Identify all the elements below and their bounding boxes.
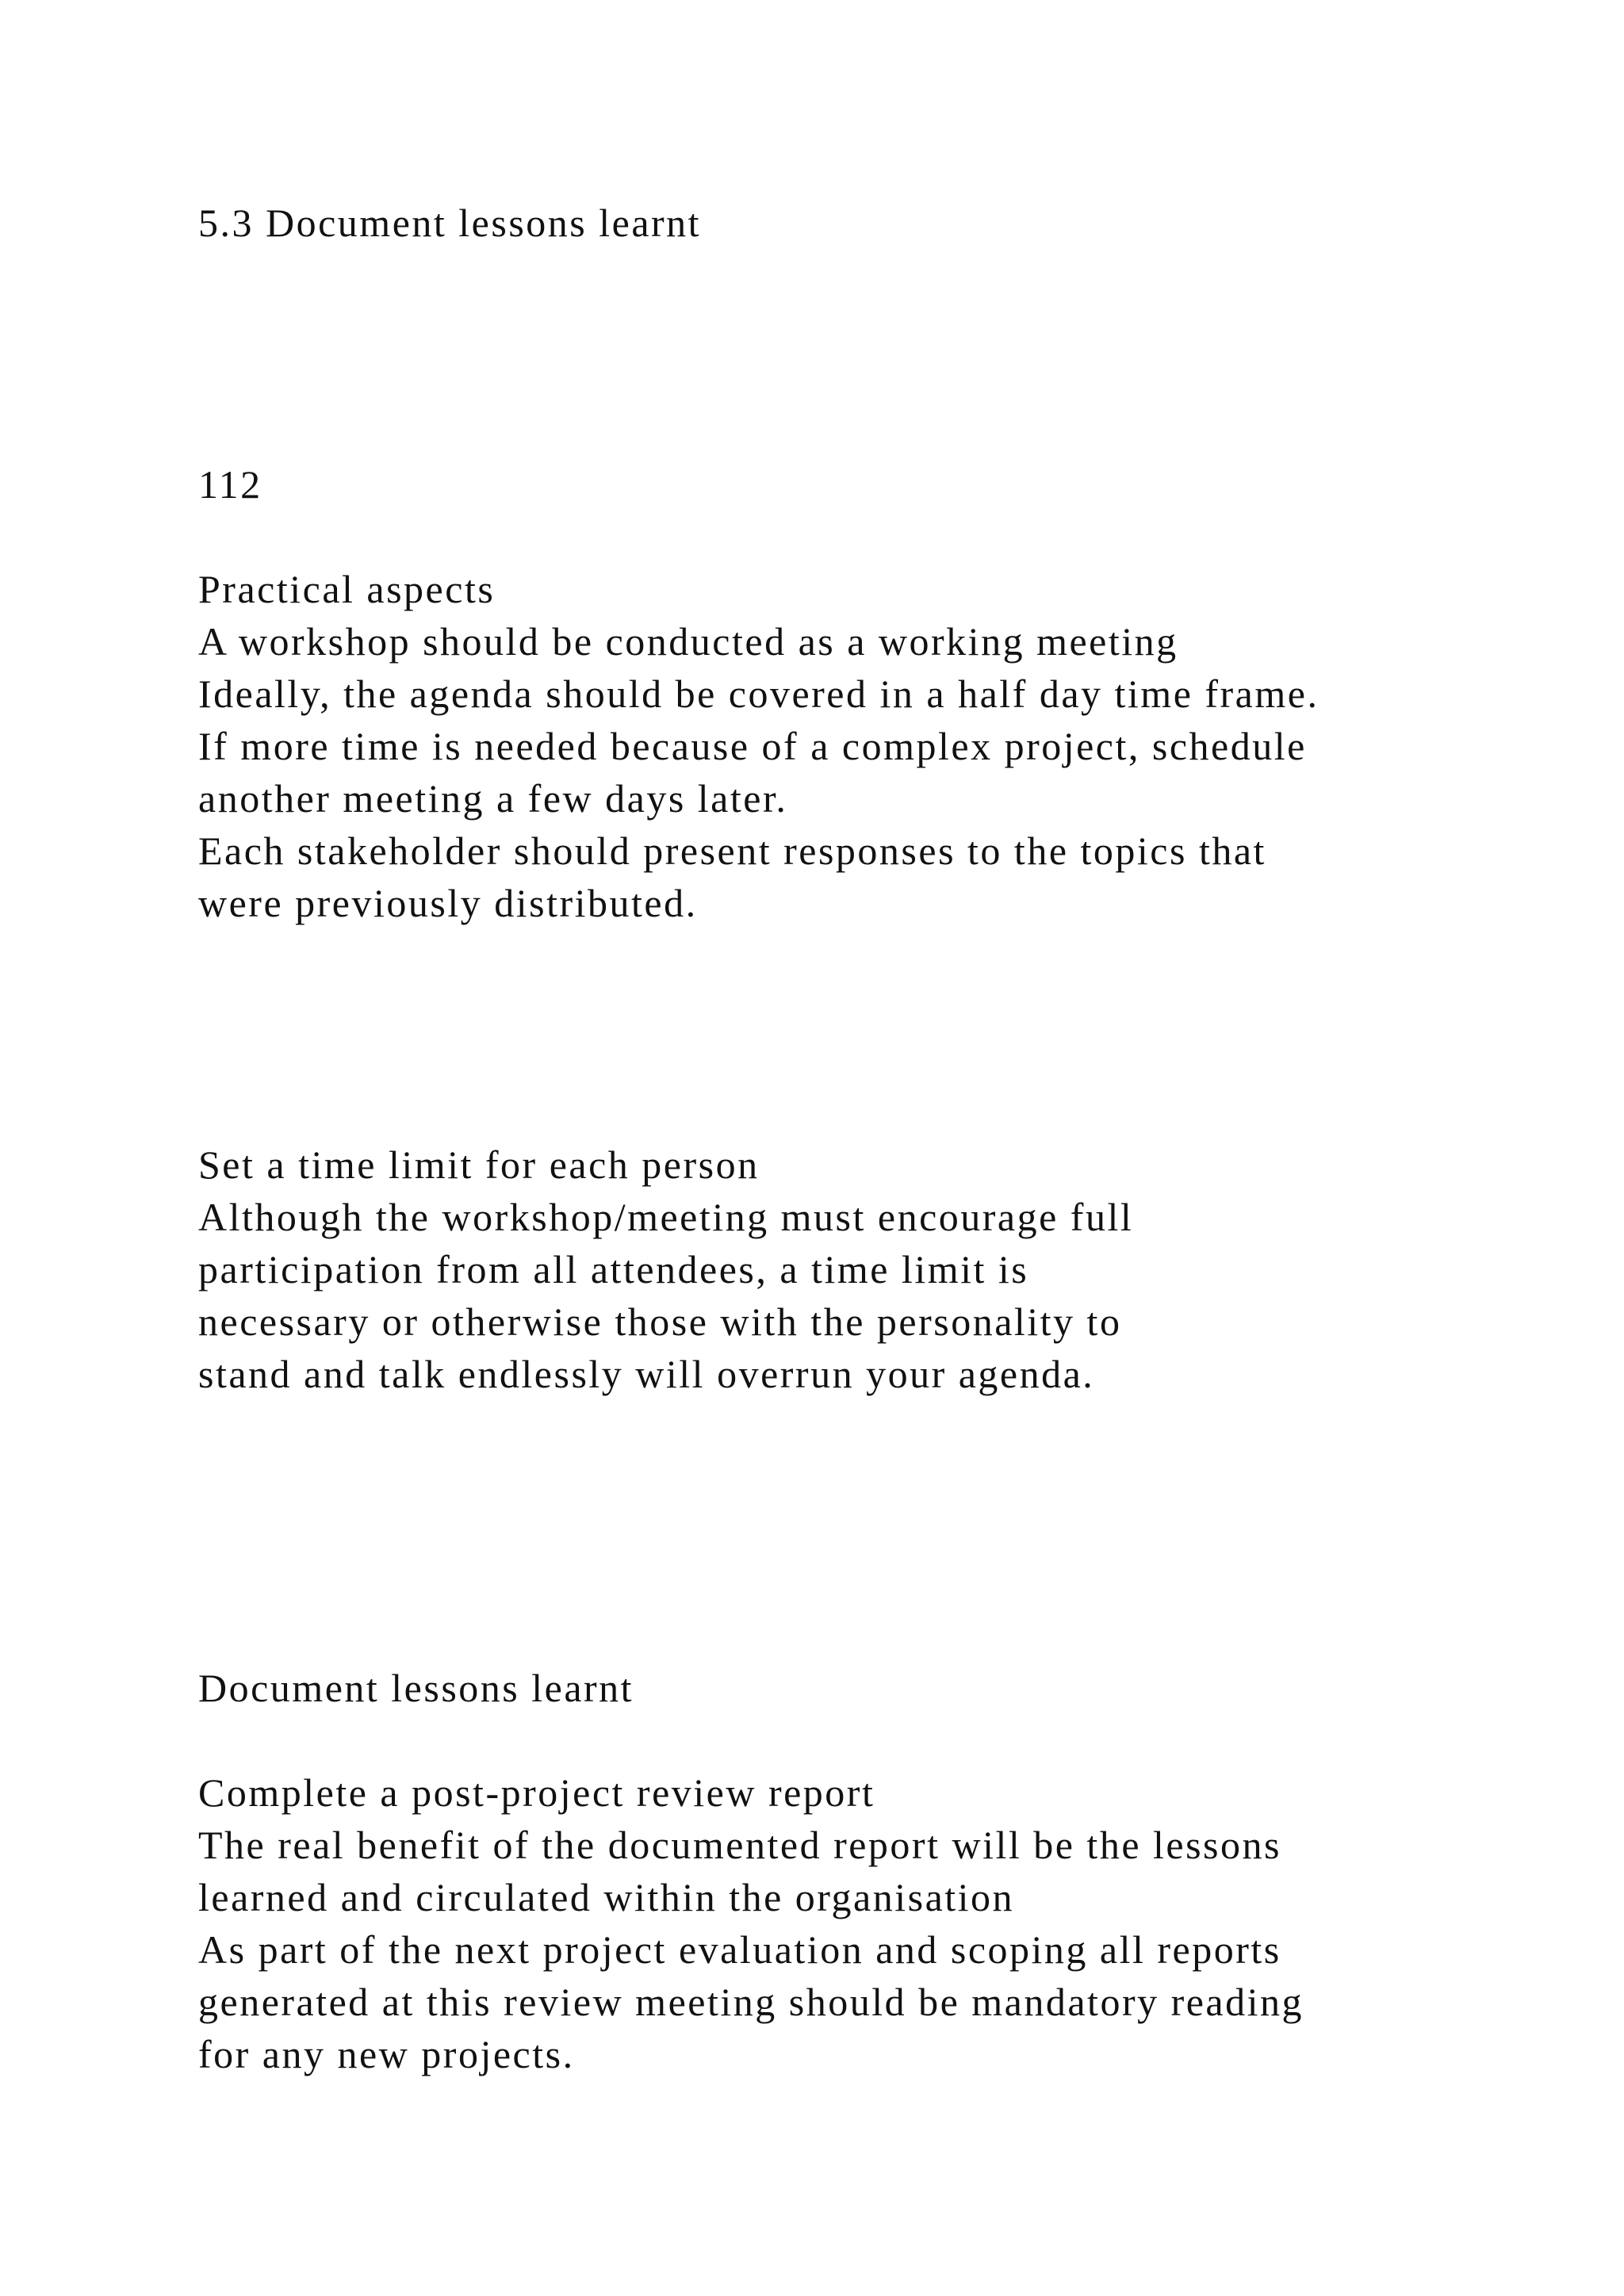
- page-number: 112: [198, 462, 262, 507]
- time-limit-line: Although the workshop/meeting must encourage full: [198, 1195, 1134, 1239]
- lessons-line: for any new projects.: [198, 2032, 575, 2076]
- practical-aspects-line: Ideally, the agenda should be covered in a half day time frame.: [198, 672, 1320, 716]
- lessons-line: learned and circulated within the organisation: [198, 1875, 1015, 1919]
- lessons-subheading: Complete a post-project review report: [198, 1770, 875, 1815]
- time-limit-line: necessary or otherwise those with the personality to: [198, 1299, 1122, 1344]
- time-limit-line: participation from all attendees, a time limit is: [198, 1247, 1029, 1292]
- lessons-line: generated at this review meeting should be mandatory reading: [198, 1980, 1304, 2024]
- lessons-line: The real benefit of the documented report will be the lessons: [198, 1823, 1281, 1867]
- time-limit-line: stand and talk endlessly will overrun your agenda.: [198, 1352, 1095, 1396]
- practical-aspects-line: A workshop should be conducted as a working meeting: [198, 619, 1178, 664]
- practical-aspects-line: Each stakeholder should present responses to the topics that: [198, 828, 1266, 873]
- practical-aspects-line: another meeting a few days later.: [198, 776, 788, 821]
- lessons-heading: Document lessons learnt: [198, 1666, 634, 1710]
- lessons-line: As part of the next project evaluation and scoping all reports: [198, 1927, 1281, 1972]
- practical-aspects-line: If more time is needed because of a complex project, schedule: [198, 724, 1307, 768]
- practical-aspects-line: were previously distributed.: [198, 881, 698, 925]
- time-limit-heading: Set a time limit for each person: [198, 1142, 760, 1187]
- section-heading: 5.3 Document lessons learnt: [198, 201, 702, 245]
- practical-aspects-heading: Practical aspects: [198, 567, 496, 611]
